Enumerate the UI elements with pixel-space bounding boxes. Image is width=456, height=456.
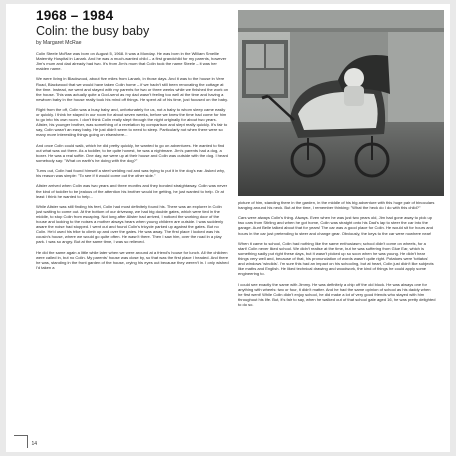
page-number: 14 — [31, 441, 37, 447]
paragraph: I could see exactly the same with Jimmy. He was definitely a chip off the old block. He was always one for anything with wheels: two or four, it didn't matter. And he had the same opinion of school as his daddy when he first went! While Colin didn't enjoy school, he did make a lot of very good friends who stayed with him throughout his life. But, it's fair to say, when he walked out of that school gate aged 16, he was pretty delighted to do so. — [238, 281, 436, 307]
paragraph: Colin Steele McRae was born on August 5, 1968. It was a Monday. He was born in the William Smellie Maternity Hospital in Lanark. And he was a much-wanted child – a first grandchild for my parents, however Jim's mum and dad already had two. It's from Jim's mum that Colin took the name Steele – it was her maiden name. — [36, 51, 227, 72]
photo-child-in-pram-icon — [238, 10, 444, 196]
page-title: 1968 – 1984 — [36, 8, 114, 23]
paragraph: And once Colin could walk, which he did pretty quickly, he wanted to go on adventures. He wanted to find out what was out there. As a toddler, to be quite honest, he was a nightmare. Jim's parents had a dog, a boxer. He was a real softie. One day, we were up at their house and Colin was outside with the dog. I heard somebody say: "What on earth's he doing with the dog?" — [36, 142, 229, 163]
paragraph: Alister arrived when Colin was two years and three months and they bonded straightaway. Colin was never the kind of toddler to be jealous of the attention his brother would be getting, he just wanted to help. Or at least I think he wanted to help... — [36, 183, 228, 199]
paragraph: picture of him, standing there in the garden, in the middle of his big adventure with this huge pair of binoculars hanging around his neck. But at the time, I remember thinking: "What the heck do I do with this child?" — [238, 200, 435, 211]
right-text-column — [238, 200, 436, 446]
paragraph: Turns out, Colin had found himself a steel welding rod and was trying to put it in the dog's ear. Asked why, his reason was simple: "To see if it would come out the other side." — [36, 168, 225, 179]
paragraph: Right from the off, Colin was a busy baby and, unfortunately for us, not a baby to whom sleep came easily or quickly. I think he stayed in our room for about seven weeks, before we knew the time had come for him to go into his own room. I don't think Colin really slept through the night originally for about two years. Alister, his younger brother, was something of a revelation by comparison and slept really quickly. It's fair to say, Colin wasn't an easy baby. He just didn't seem to need to sleep. Particularly not when there were so many more interesting things going on elsewhere... — [36, 107, 228, 138]
paragraph: We were living in Blackwood, about five miles from Lanark, in those days. And it was to the house in Vere Road, Blackwood that we would have taken Colin home – if we hadn't still been renovating the cottage at the time. Instead, we went and stayed with my parents for two or three weeks while we finished the work on the house. This was actually quite a God-send as my dad wasn't feeling too well at the time and having a newborn baby in the house really took his mind off things. He spent all of his time, just focused on the baby. — [36, 76, 229, 102]
paragraph: When it came to school, Colin had nothing like the same enthusiasm; school didn't come on wheels, for a start! Colin never liked school. We didn't realise at the time, but he was suffering from Glue Ear, which is something sadly put right these days, but it wasn't picked up so soon when he was young. He didn't hear things very well and, because of that, his pronunciation of words wasn't quite right. Potatoes were 'tottatos' and windows 'windids'. I'm sure this had an impact on his schooling, but at heart, Colin just didn't like subjects like maths and English. He liked technical drawing and woodwork, the kind of things he could apply some engineering to. — [238, 240, 434, 277]
paragraph: While Alister was still finding his feet, Colin had most definitely found his. There was an explorer in Colin just waiting to come out. At the bottom of our driveway, we had big double gates, which were tied in the middle, to stop Colin from escaping. Not long after Alister had arrived, I noticed the working door of the house and looking to the noises a mother always hears when young children are outside. I was suddenly aware the noise had stopped. I went out and found Colin's tricycle parked up against the gates. But no Colin. He'd used his trike to climb up and over the gates. He was away. The first place I looked was his cousin's house, where we would go quite often. He wasn't there. Then I saw him, over the road in a play park. I was so angry. But at the same time, I was so relieved. — [36, 203, 224, 245]
byline: by Margaret McRae — [36, 40, 82, 46]
paragraph: He did the same again a little while later when we were around at a friend's house for lunch. All the children were called in, but no Colin. My parents' house was close by, so that was the first place I headed. And there he was, standing in the front garden of the house, crying his eyes out because they weren't in. I only wished I'd taken a — [36, 249, 229, 270]
left-text-column — [36, 51, 229, 446]
paragraph: Cars were always Colin's thing. Always. Even when he was just two years old, Jim had gone away to pick up two cars from Stirling and when he got home, Colin was straight onto his Dad's lap to steer the car into the garage. Aunt Belle talked about that for years! The car was a good place for Colin. He would sit for hours and hours in the car just pretending to steer and change gear. Obviously, the keys to the car were nowhere near! — [238, 215, 433, 236]
page-number-box — [14, 435, 37, 448]
page-subtitle: Colin: the busy baby — [36, 24, 150, 38]
magazine-page — [6, 4, 450, 452]
